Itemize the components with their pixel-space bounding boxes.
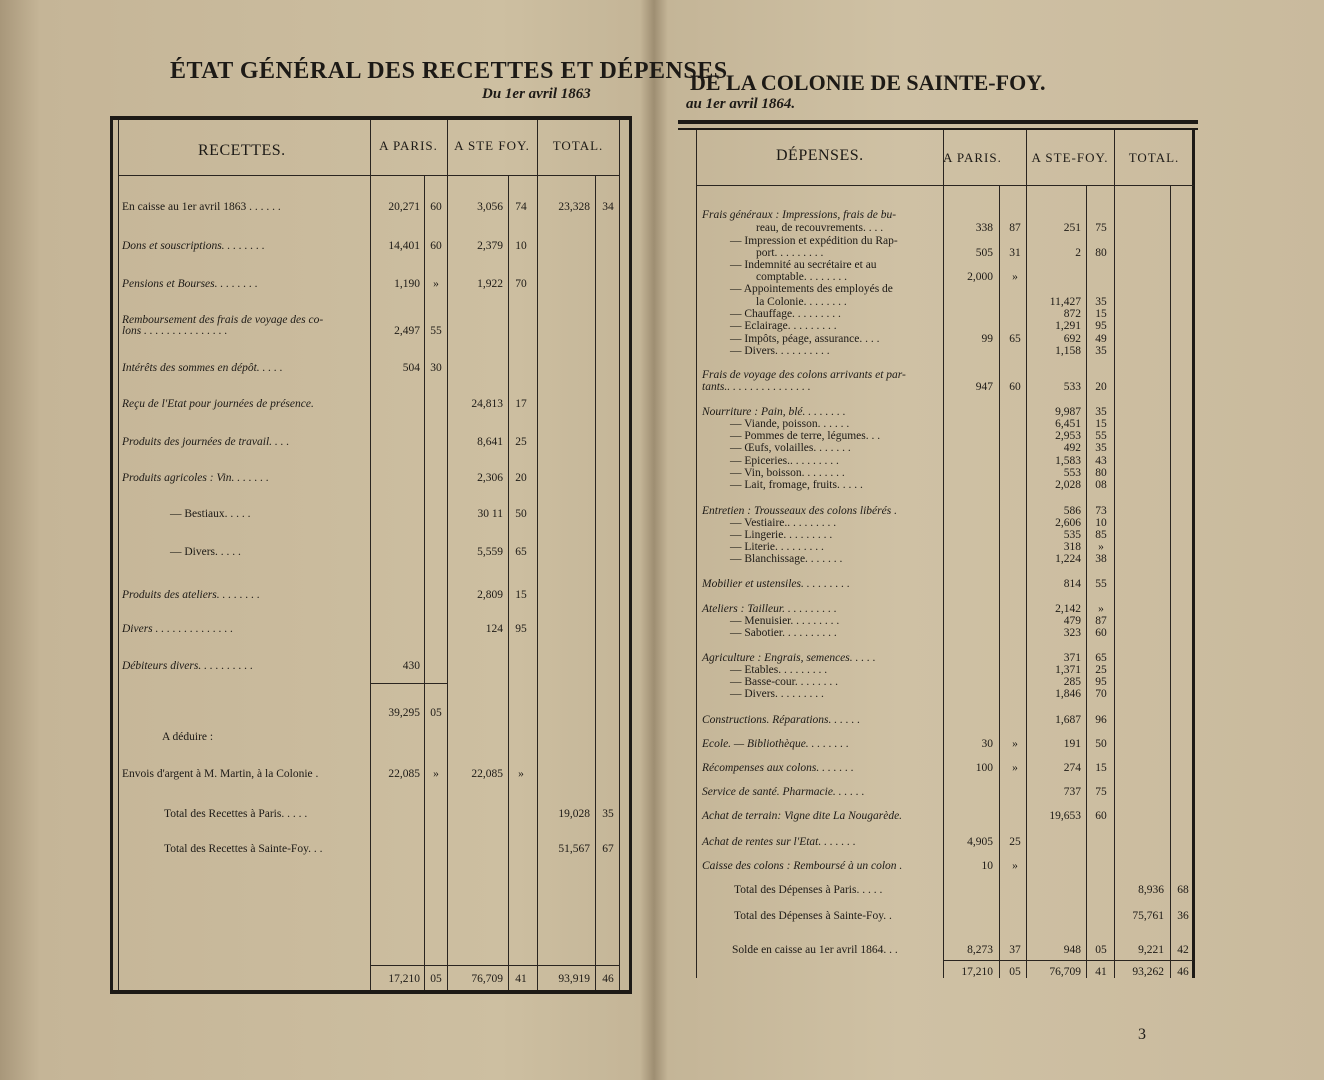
expense-paris-cents: 87 — [1009, 222, 1021, 234]
expense-sainte-foy-amount: 2,028 — [1055, 479, 1081, 491]
total-paris: 17,210 — [388, 973, 420, 985]
expense-paris-amount: 947 — [975, 381, 993, 393]
expense-paris-amount: 99 — [981, 333, 993, 345]
page-title-left: ÉTAT GÉNÉRAL DES RECETTES ET DÉPENSES — [170, 58, 728, 84]
expense-row-label: Agriculture : Engrais, semences. . . . . — [702, 652, 876, 664]
expense-row-label: — Appointements des employés de — [730, 283, 893, 295]
receipt-paris-amount: 504 — [402, 362, 420, 374]
expense-sainte-foy-cents: » — [1098, 541, 1104, 553]
expense-sainte-foy-amount: 6,451 — [1055, 418, 1081, 430]
expense-row-label: — Lait, fromage, fruits. . . . . — [730, 479, 863, 491]
receipt-row-label: Total des Recettes à Sainte-Foy. . . — [164, 843, 323, 855]
expense-sainte-foy-amount: 533 — [1063, 381, 1081, 393]
expense-sainte-foy-amount: 19,653 — [1049, 810, 1081, 822]
receipt-sainte-foy-amount: 5,559 — [477, 546, 503, 558]
expense-sainte-foy-amount: 1,846 — [1055, 688, 1081, 700]
expense-row-label: Constructions. Réparations. . . . . . — [702, 714, 861, 726]
expense-row-label: Nourriture : Pain, blé. . . . . . . . — [702, 406, 846, 418]
expense-paris-amount: 2,000 — [967, 271, 993, 283]
expense-row-label: — Eclairage. . . . . . . . . — [730, 320, 837, 332]
receipt-sainte-foy-cents: 70 — [515, 278, 527, 290]
header-paris: A PARIS. — [379, 138, 438, 153]
receipt-sainte-foy-cents: 15 — [515, 589, 527, 601]
expense-row-label: — Vin, boisson. . . . . . . . — [730, 467, 845, 479]
receipt-row-label: Pensions et Bourses. . . . . . . . — [122, 278, 258, 290]
receipt-sainte-foy-amount: 22,085 — [471, 768, 503, 780]
expense-sainte-foy-cents: 15 — [1095, 762, 1107, 774]
expense-row-label: — Sabotier. . . . . . . . . . — [730, 627, 837, 639]
expense-row-label: — Literie. . . . . . . . . — [730, 541, 824, 553]
expense-paris-cents: 65 — [1009, 333, 1021, 345]
expense-sainte-foy-cents: 43 — [1095, 455, 1107, 467]
expense-sainte-foy-amount: 2,606 — [1055, 517, 1081, 529]
receipt-paris-cents: 55 — [430, 325, 442, 337]
receipt-paris-amount: 39,295 — [388, 707, 420, 719]
expense-sainte-foy-amount: 872 — [1063, 308, 1081, 320]
receipt-paris-amount: 22,085 — [388, 768, 420, 780]
expense-sainte-foy-amount: 692 — [1063, 333, 1081, 345]
expense-sainte-foy-amount: 1,583 — [1055, 455, 1081, 467]
expense-row-label: — Vestiaire.. . . . . . . . . — [730, 517, 837, 529]
expense-sainte-foy-cents: 15 — [1095, 418, 1107, 430]
receipt-row-label: lons . . . . . . . . . . . . . . . — [122, 325, 228, 337]
header-paris-right: A PARIS. — [943, 150, 1002, 165]
subtitle-right: au 1er avril 1864. — [686, 96, 796, 112]
expense-row-label: — Impôts, péage, assurance. . . . — [730, 333, 880, 345]
expense-row-label: — Epiceries.. . . . . . . . . — [730, 455, 839, 467]
expense-sainte-foy-cents: 87 — [1095, 615, 1107, 627]
header-expenses: DÉPENSES. — [776, 147, 864, 164]
receipt-paris-amount: 20,271 — [388, 201, 420, 213]
expense-sainte-foy-amount: 191 — [1063, 738, 1081, 750]
expense-total-cents: 36 — [1177, 910, 1189, 922]
expense-sainte-foy-amount: 285 — [1063, 676, 1081, 688]
total-paris-cents-right: 05 — [1009, 966, 1021, 978]
expense-sainte-foy-cents: 55 — [1095, 578, 1107, 590]
header-total: TOTAL. — [552, 138, 604, 153]
expense-paris-cents: » — [1012, 860, 1018, 872]
expense-sainte-foy-cents: 60 — [1095, 627, 1107, 639]
receipt-sainte-foy-cents: 95 — [515, 623, 527, 635]
expense-sainte-foy-cents: 80 — [1095, 247, 1107, 259]
total-sainte-foy-right: 76,709 — [1049, 966, 1081, 978]
receipt-sainte-foy-cents: » — [518, 768, 524, 780]
header-sainte-foy-right: A STE-FOY. — [1031, 150, 1109, 165]
expense-paris-cents: 60 — [1009, 381, 1021, 393]
expense-sainte-foy-amount: 2,142 — [1055, 603, 1081, 615]
expense-sainte-foy-cents: » — [1098, 603, 1104, 615]
expense-sainte-foy-amount: 814 — [1063, 578, 1081, 590]
expense-paris-cents: 25 — [1009, 836, 1021, 848]
expense-sainte-foy-amount: 2,953 — [1055, 430, 1081, 442]
subtitle-left: Du 1er avril 1863 — [482, 86, 591, 102]
receipt-paris-cents: 60 — [430, 201, 442, 213]
expense-sainte-foy-cents: 80 — [1095, 467, 1107, 479]
receipt-row-label: — Bestiaux. . . . . — [170, 508, 251, 520]
expense-row-label: port. . . . . . . . . — [756, 247, 824, 259]
expense-sainte-foy-amount: 2 — [1075, 247, 1081, 259]
expense-sainte-foy-cents: 08 — [1095, 479, 1107, 491]
receipt-sainte-foy-amount: 2,306 — [477, 472, 503, 484]
expense-row-label: Ateliers : Tailleur. . . . . . . . . . — [702, 603, 837, 615]
expense-sainte-foy-cents: 95 — [1095, 676, 1107, 688]
expense-row-label: — Pommes de terre, légumes. . . — [730, 430, 881, 442]
expense-row-label: Service de santé. Pharmacie. . . . . . — [702, 786, 865, 798]
receipt-paris-amount: 14,401 — [388, 240, 420, 252]
receipt-sainte-foy-cents: 50 — [515, 508, 527, 520]
receipt-sainte-foy-cents: 20 — [515, 472, 527, 484]
expense-paris-cents: » — [1012, 738, 1018, 750]
expense-sainte-foy-amount: 251 — [1063, 222, 1081, 234]
expense-row-label: Total des Dépenses à Sainte-Foy. . — [734, 910, 892, 922]
expense-row-label: Total des Dépenses à Paris. . . . . — [734, 884, 883, 896]
expense-row-label: — Etables. . . . . . . . . — [730, 664, 828, 676]
expense-row-label: Récompenses aux colons. . . . . . . — [702, 762, 854, 774]
total-sainte-foy-cents-right: 41 — [1095, 966, 1107, 978]
expense-sainte-foy-cents: 60 — [1095, 810, 1107, 822]
receipt-row-label: Reçu de l'Etat pour journées de présence. — [122, 398, 314, 410]
expense-paris-amount: 505 — [975, 247, 993, 259]
expense-sainte-foy-cents: 38 — [1095, 553, 1107, 565]
receipt-sainte-foy-amount: 2,379 — [477, 240, 503, 252]
receipt-sainte-foy-cents: 65 — [515, 546, 527, 558]
expense-row-label: Achat de terrain: Vigne dite La Nougarède. — [702, 810, 903, 822]
expense-row-label: — Divers. . . . . . . . . — [730, 688, 824, 700]
expense-sainte-foy-cents: 65 — [1095, 652, 1107, 664]
expense-sainte-foy-cents: 95 — [1095, 320, 1107, 332]
expense-row-label: — Blanchissage. . . . . . . — [730, 553, 843, 565]
receipt-row-label: Envois d'argent à M. Martin, à la Colonie . — [122, 768, 319, 780]
expense-sainte-foy-cents: 35 — [1095, 406, 1107, 418]
receipt-paris-cents: 60 — [430, 240, 442, 252]
expense-sainte-foy-amount: 1,158 — [1055, 345, 1081, 357]
expense-sainte-foy-cents: 10 — [1095, 517, 1107, 529]
expense-sainte-foy-cents: 35 — [1095, 345, 1107, 357]
expense-sainte-foy-amount: 535 — [1063, 529, 1081, 541]
receipt-total-amount: 19,028 — [558, 808, 590, 820]
expense-sainte-foy-cents: 75 — [1095, 786, 1107, 798]
expense-sainte-foy-amount: 1,371 — [1055, 664, 1081, 676]
expense-row-label: Solde en caisse au 1er avril 1864. . . — [732, 944, 898, 956]
expense-sainte-foy-amount: 1,687 — [1055, 714, 1081, 726]
expense-sainte-foy-amount: 274 — [1063, 762, 1081, 774]
grand-total-cents: 46 — [602, 973, 614, 985]
expense-paris-cents: 31 — [1009, 247, 1021, 259]
total-sainte-foy-cents: 41 — [515, 973, 527, 985]
expense-sainte-foy-amount: 737 — [1063, 786, 1081, 798]
receipt-paris-cents: » — [433, 278, 439, 290]
page-title-right: DE LA COLONIE DE SAINTE-FOY. — [690, 70, 1046, 95]
expense-row-label: Caisse des colons : Remboursé à un colon . — [702, 860, 903, 872]
grand-total-cents-right: 46 — [1177, 966, 1189, 978]
expense-sainte-foy-cents: 85 — [1095, 529, 1107, 541]
receipt-total-cents: 67 — [602, 843, 614, 855]
receipt-sainte-foy-amount: 8,641 — [477, 436, 503, 448]
receipt-total-cents: 35 — [602, 808, 614, 820]
expense-sainte-foy-cents: 49 — [1095, 333, 1107, 345]
expense-sainte-foy-cents: 25 — [1095, 664, 1107, 676]
expense-sainte-foy-amount: 323 — [1063, 627, 1081, 639]
expense-sainte-foy-cents: 50 — [1095, 738, 1107, 750]
expense-sainte-foy-amount: 1,291 — [1055, 320, 1081, 332]
expense-paris-cents: » — [1012, 762, 1018, 774]
expense-row-label: Entretien : Trousseaux des colons libérés . — [702, 505, 897, 517]
expense-row-label: Frais de voyage des colons arrivants et par- — [702, 369, 906, 381]
header-receipts: RECETTES. — [198, 142, 286, 159]
receipt-sainte-foy-amount: 3,056 — [477, 201, 503, 213]
expense-row-label: Mobilier et ustensiles. . . . . . . . . — [702, 578, 850, 590]
receipt-row-label: Produits des ateliers. . . . . . . . — [122, 589, 260, 601]
expense-total-amount: 75,761 — [1132, 910, 1164, 922]
receipt-sainte-foy-cents: 10 — [515, 240, 527, 252]
receipt-paris-amount: 430 — [402, 660, 420, 672]
expense-row-label: Frais généraux : Impressions, frais de bu- — [702, 209, 897, 221]
table-bottom-rule — [110, 990, 632, 994]
expense-row-label: la Colonie. . . . . . . . — [756, 296, 847, 308]
expense-row-label: — Basse-cour. . . . . . . . — [730, 676, 838, 688]
expense-total-amount: 8,936 — [1138, 884, 1164, 896]
receipt-paris-cents: 05 — [430, 707, 442, 719]
expense-paris-amount: 4,905 — [967, 836, 993, 848]
receipt-total-amount: 23,328 — [558, 201, 590, 213]
receipt-row-label: Produits des journées de travail. . . . — [122, 436, 290, 448]
receipt-paris-cents: » — [433, 768, 439, 780]
expense-sainte-foy-cents: 35 — [1095, 296, 1107, 308]
receipt-sainte-foy-amount: 30 11 — [477, 508, 503, 520]
receipt-sainte-foy-amount: 2,809 — [477, 589, 503, 601]
receipt-row-label: Dons et souscriptions. . . . . . . . — [122, 240, 265, 252]
expense-sainte-foy-amount: 318 — [1063, 541, 1081, 553]
expense-sainte-foy-amount: 371 — [1063, 652, 1081, 664]
receipt-sainte-foy-cents: 74 — [515, 201, 527, 213]
expense-sainte-foy-cents: 35 — [1095, 442, 1107, 454]
receipt-paris-cents: 30 — [430, 362, 442, 374]
expense-total-cents: 42 — [1177, 944, 1189, 956]
expense-paris-cents: 37 — [1009, 944, 1021, 956]
receipt-sainte-foy-cents: 25 — [515, 436, 527, 448]
expense-sainte-foy-amount: 479 — [1063, 615, 1081, 627]
expense-sainte-foy-cents: 96 — [1095, 714, 1107, 726]
expense-sainte-foy-amount: 948 — [1063, 944, 1081, 956]
expense-row-label: — Lingerie. . . . . . . . . — [730, 529, 833, 541]
expense-row-label: — Œufs, volailles. . . . . . . — [730, 442, 851, 454]
grand-total-right: 93,262 — [1132, 966, 1164, 978]
receipt-row-label: Divers . . . . . . . . . . . . . . — [122, 623, 234, 635]
header-total-right: TOTAL. — [1128, 150, 1180, 165]
expense-row-label: — Chauffage. . . . . . . . . — [730, 308, 841, 320]
receipt-sainte-foy-amount: 1,922 — [477, 278, 503, 290]
right-page — [658, 0, 1324, 1080]
expense-total-cents: 68 — [1177, 884, 1189, 896]
expense-paris-amount: 8,273 — [967, 944, 993, 956]
expense-row-label: Achat de rentes sur l'Etat. . . . . . . — [702, 836, 856, 848]
expense-sainte-foy-amount: 553 — [1063, 467, 1081, 479]
expense-sainte-foy-cents: 75 — [1095, 222, 1107, 234]
receipt-paris-amount: 2,497 — [394, 325, 420, 337]
receipt-row-label: Remboursement des frais de voyage des co- — [122, 314, 324, 326]
total-paris-right: 17,210 — [961, 966, 993, 978]
expense-sainte-foy-cents: 20 — [1095, 381, 1107, 393]
header-sainte-foy: A STE FOY. — [454, 138, 530, 153]
expense-sainte-foy-amount: 1,224 — [1055, 553, 1081, 565]
expense-sainte-foy-amount: 9,987 — [1055, 406, 1081, 418]
page-number: 3 — [1138, 1026, 1146, 1043]
expense-row-label: comptable. . . . . . . . — [756, 271, 848, 283]
expense-sainte-foy-amount: 586 — [1063, 505, 1081, 517]
receipt-row-label: Produits agricoles : Vin. . . . . . . — [122, 472, 269, 484]
expense-row-label: — Divers. . . . . . . . . . — [730, 345, 830, 357]
receipt-sainte-foy-cents: 17 — [515, 398, 527, 410]
expense-sainte-foy-cents: 05 — [1095, 944, 1107, 956]
grand-total: 93,919 — [558, 973, 590, 985]
expense-paris-amount: 338 — [975, 222, 993, 234]
total-paris-cents: 05 — [430, 973, 442, 985]
receipt-row-label: Total des Recettes à Paris. . . . . — [164, 808, 308, 820]
receipt-total-amount: 51,567 — [558, 843, 590, 855]
expense-sainte-foy-cents: 73 — [1095, 505, 1107, 517]
receipt-row-label: A déduire : — [162, 731, 214, 743]
expense-paris-amount: 10 — [981, 860, 993, 872]
receipt-row-label: Débiteurs divers. . . . . . . . . . — [122, 660, 253, 672]
receipt-row-label: — Divers. . . . . — [170, 546, 241, 558]
expense-row-label: — Menuisier. . . . . . . . . — [730, 615, 840, 627]
receipt-row-label: Intérêts des sommes en dépôt. . . . . — [122, 362, 283, 374]
total-sainte-foy: 76,709 — [471, 973, 503, 985]
expense-sainte-foy-cents: 70 — [1095, 688, 1107, 700]
expense-paris-cents: » — [1012, 271, 1018, 283]
expense-row-label: tants.. . . . . . . . . . . . . . . — [702, 381, 811, 393]
expense-sainte-foy-cents: 15 — [1095, 308, 1107, 320]
expense-total-amount: 9,221 — [1138, 944, 1164, 956]
expense-sainte-foy-amount: 492 — [1063, 442, 1081, 454]
receipt-sainte-foy-amount: 124 — [485, 623, 503, 635]
expense-row-label: — Impression et expédition du Rap- — [730, 235, 898, 247]
expense-row-label: reau, de recouvrements. . . . — [756, 222, 884, 234]
expense-paris-amount: 30 — [981, 738, 993, 750]
receipt-total-cents: 34 — [602, 201, 614, 213]
table-top-rule-right — [678, 120, 1198, 124]
expense-sainte-foy-amount: 11,427 — [1049, 296, 1081, 308]
receipt-row-label: En caisse au 1er avril 1863 . . . . . . — [122, 201, 281, 213]
receipt-sainte-foy-amount: 24,813 — [471, 398, 503, 410]
receipt-paris-amount: 1,190 — [394, 278, 420, 290]
expense-row-label: — Indemnité au secrétaire et au — [730, 259, 877, 271]
expense-row-label: — Viande, poisson. . . . . . — [730, 418, 850, 430]
expense-row-label: Ecole. — Bibliothèque. . . . . . . . — [702, 738, 849, 750]
expense-paris-amount: 100 — [975, 762, 993, 774]
expense-sainte-foy-cents: 55 — [1095, 430, 1107, 442]
